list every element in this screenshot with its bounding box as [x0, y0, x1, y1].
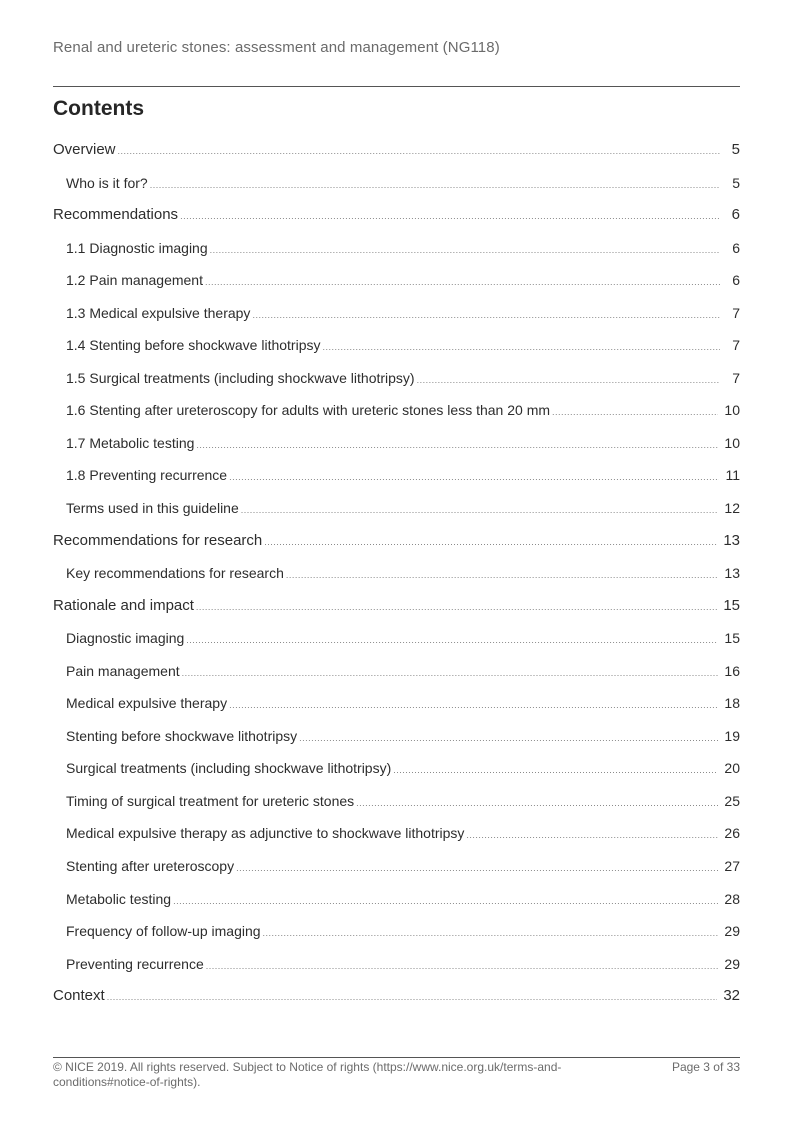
- toc-entry-label: 1.5 Surgical treatments (including shockwave lithotripsy): [66, 369, 415, 386]
- toc-entry-1-3-medical-expulsive-therapy[interactable]: [53, 297, 740, 330]
- toc-page-number: 26: [724, 825, 740, 842]
- toc-entry-1-5-surgical-treatments[interactable]: [53, 362, 740, 395]
- header-divider: [53, 86, 740, 87]
- toc-page-number: 10: [724, 434, 740, 451]
- toc-entry-label: Metabolic testing: [66, 890, 172, 907]
- dot-leader: [322, 331, 720, 364]
- toc-page-number: 16: [724, 662, 740, 679]
- toc-page-number: 12: [724, 500, 740, 517]
- toc-entry-label: Rationale and impact: [53, 596, 194, 614]
- toc-entry-1-1-diagnostic-imaging[interactable]: [53, 232, 740, 265]
- toc-entry-key-recommendations-for-research[interactable]: [53, 557, 740, 590]
- toc-entry-label: Timing of surgical treatment for ureteric stones: [66, 792, 355, 809]
- toc-entry-label: Recommendations: [53, 206, 179, 224]
- toc-page-number: 29: [724, 923, 740, 940]
- toc-entry-1-4-stenting-before-swl[interactable]: [53, 329, 740, 362]
- toc-page-number: 29: [724, 955, 740, 972]
- toc-entry-label: Stenting before shockwave lithotripsy: [66, 727, 298, 744]
- toc-entry-1-6-stenting-after-ureteroscopy[interactable]: [53, 394, 740, 427]
- dot-leader: [196, 429, 718, 462]
- dot-leader: [210, 234, 720, 267]
- toc-entry-label: Overview: [53, 141, 116, 158]
- dot-leader: [173, 885, 718, 918]
- dot-leader: [286, 559, 719, 592]
- dot-leader: [150, 169, 720, 202]
- table-of-contents: [53, 134, 740, 1013]
- toc-page-number: 13: [724, 565, 740, 582]
- dot-leader: [182, 657, 719, 690]
- toc-entry-label: 1.3 Medical expulsive therapy: [66, 304, 251, 321]
- dot-leader: [236, 852, 718, 885]
- toc-entry-label: Surgical treatments (including shockwave lithotripsy): [66, 760, 392, 777]
- toc-entry-medical-expulsive-therapy[interactable]: [53, 687, 740, 720]
- toc-entry-label: Pain management: [66, 662, 180, 679]
- toc-entry-label: Recommendations for research: [53, 531, 263, 549]
- dot-leader: [356, 787, 718, 820]
- dot-leader: [466, 819, 718, 852]
- toc-entry-terms-used[interactable]: [53, 492, 740, 525]
- toc-entry-label: 1.2 Pain management: [66, 272, 203, 289]
- toc-page-number: 7: [732, 337, 740, 354]
- toc-entry-pain-management[interactable]: [53, 655, 740, 688]
- toc-page-number: 11: [725, 467, 740, 484]
- dot-leader: [417, 364, 720, 397]
- toc-entry-stenting-before-swl[interactable]: [53, 720, 740, 753]
- toc-entry-label: 1.6 Stenting after ureteroscopy for adults with ureteric stones less than 20 mm: [66, 402, 551, 419]
- toc-entry-label: Terms used in this guideline: [66, 500, 239, 517]
- toc-entry-label: 1.7 Metabolic testing: [66, 434, 195, 451]
- toc-page-number: 7: [732, 304, 740, 321]
- dot-leader: [107, 981, 718, 1014]
- toc-page-number: 27: [724, 858, 740, 875]
- toc-entry-rationale-and-impact[interactable]: [53, 590, 740, 623]
- toc-page-number: 5: [731, 141, 740, 158]
- dot-leader: [196, 591, 717, 624]
- toc-page-number: 20: [724, 760, 740, 777]
- toc-entry-timing-of-surgical-treatment[interactable]: [53, 785, 740, 818]
- toc-page-number: 7: [732, 369, 740, 386]
- dot-leader: [263, 917, 719, 950]
- toc-entry-label: Who is it for?: [66, 174, 148, 191]
- footer-divider: [53, 1057, 740, 1058]
- toc-entry-recommendations[interactable]: [53, 199, 740, 232]
- toc-page-number: 32: [723, 987, 740, 1005]
- toc-page-number: 6: [732, 239, 740, 256]
- toc-entry-recommendations-for-research[interactable]: [53, 525, 740, 558]
- toc-entry-label: Diagnostic imaging: [66, 630, 185, 647]
- toc-page-number: 13: [723, 531, 740, 549]
- page-number: Page 3 of 33: [671, 1060, 740, 1074]
- dot-leader: [205, 266, 720, 299]
- toc-entry-label: Medical expulsive therapy as adjunctive to shockwave lithotripsy: [66, 825, 465, 842]
- toc-page-number: 25: [724, 792, 740, 809]
- dot-leader: [180, 200, 720, 233]
- toc-entry-label: Frequency of follow-up imaging: [66, 923, 261, 940]
- toc-page-number: 28: [724, 890, 740, 907]
- toc-entry-label: 1.8 Preventing recurrence: [66, 467, 228, 484]
- toc-page-number: 10: [724, 402, 740, 419]
- toc-entry-surgical-treatments[interactable]: [53, 752, 740, 785]
- dot-leader: [393, 754, 718, 787]
- toc-entry-1-2-pain-management[interactable]: [53, 264, 740, 297]
- toc-page-number: 5: [732, 174, 740, 191]
- toc-page-number: 18: [724, 695, 740, 712]
- dot-leader: [264, 526, 717, 559]
- toc-entry-metabolic-testing[interactable]: [53, 883, 740, 916]
- toc-entry-diagnostic-imaging[interactable]: [53, 622, 740, 655]
- toc-entry-label: Medical expulsive therapy: [66, 695, 228, 712]
- toc-page-number: 15: [723, 596, 740, 614]
- dot-leader: [252, 299, 720, 332]
- toc-entry-preventing-recurrence[interactable]: [53, 948, 740, 981]
- toc-entry-context[interactable]: [53, 980, 740, 1013]
- toc-page-number: 19: [724, 727, 740, 744]
- document-title: Renal and ureteric stones: assessment and management (NG118): [53, 39, 500, 56]
- dot-leader: [229, 689, 718, 722]
- dot-leader: [206, 950, 719, 983]
- contents-heading: Contents: [53, 97, 144, 120]
- toc-entry-label: Preventing recurrence: [66, 955, 204, 972]
- toc-entry-overview[interactable]: [53, 134, 740, 167]
- toc-entry-1-7-metabolic-testing[interactable]: [53, 427, 740, 460]
- toc-page-number: 15: [724, 630, 740, 647]
- dot-leader: [186, 624, 718, 657]
- dot-leader: [241, 494, 719, 527]
- toc-entry-label: 1.1 Diagnostic imaging: [66, 239, 208, 256]
- toc-entry-frequency-of-follow-up-imaging[interactable]: [53, 915, 740, 948]
- dot-leader: [552, 396, 718, 429]
- dot-leader: [229, 461, 719, 494]
- toc-page-number: 6: [732, 272, 740, 289]
- toc-entry-who-is-it-for[interactable]: [53, 167, 740, 200]
- toc-entry-1-8-preventing-recurrence[interactable]: [53, 459, 740, 492]
- toc-page-number: 6: [731, 206, 740, 224]
- copyright-notice: © NICE 2019. All rights reserved. Subject to Notice of rights (https://www.nice.org.uk/terms-and-conditions#notice-of-rights).: [53, 1060, 562, 1089]
- toc-entry-stenting-after-ureteroscopy[interactable]: [53, 850, 740, 883]
- dot-leader: [118, 135, 720, 168]
- toc-entry-label: Stenting after ureteroscopy: [66, 858, 235, 875]
- toc-entry-label: Key recommendations for research: [66, 565, 284, 582]
- toc-entry-label: Context: [53, 987, 105, 1005]
- toc-entry-label: 1.4 Stenting before shockwave lithotripsy: [66, 337, 321, 354]
- dot-leader: [299, 722, 718, 755]
- toc-entry-met-adjunctive-to-swl[interactable]: [53, 817, 740, 850]
